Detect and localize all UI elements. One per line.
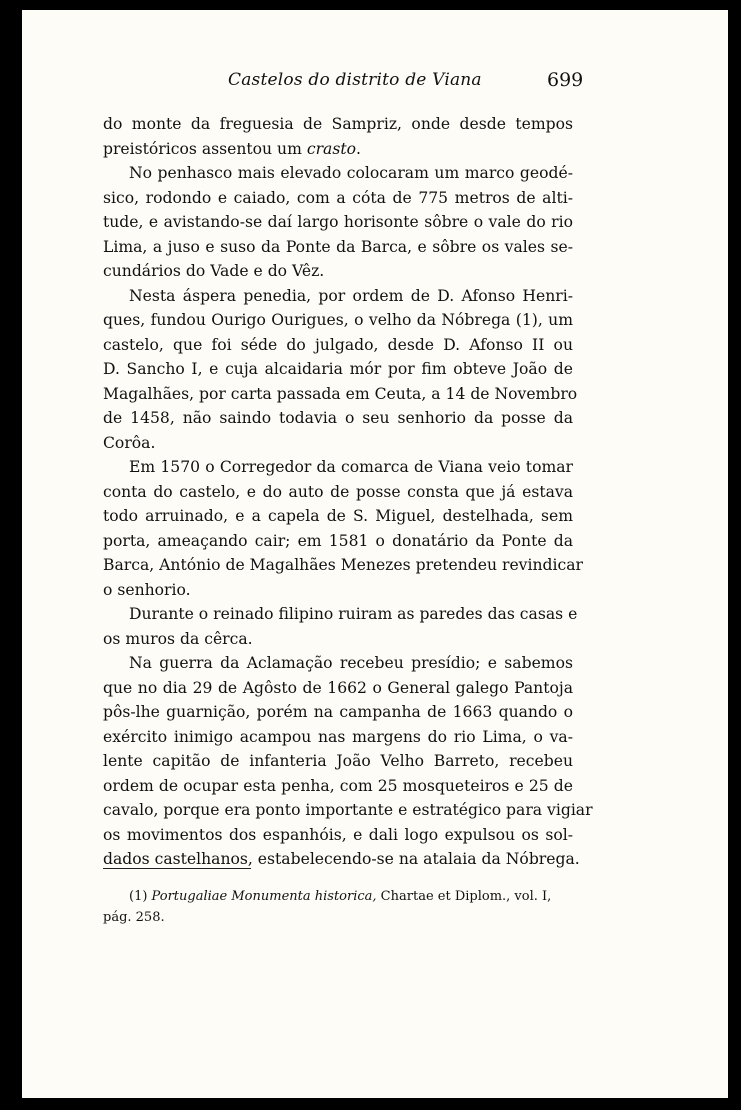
text-line (103, 137, 573, 162)
text-line: Barca, António de Magalhães Menezes pretendeu revindicar (103, 556, 583, 574)
text-line: que no dia 29 de Agôsto de 1662 o General galego Pantoja (103, 678, 573, 697)
running-head (0, 70, 741, 94)
text-line: todo arruinado, e a capela de S. Miguel, destelhada, sem (103, 507, 573, 525)
text-line: lente capitão de infanteria João Velho Barreto, recebeu (103, 752, 573, 770)
text-line: os movimentos dos espanhóis, e dali logo expulsou os sol- (103, 825, 573, 844)
footnote-reference: Chartae et Diplom., vol. I, (376, 889, 552, 904)
footnote-line: pág. 258. (103, 910, 165, 925)
page-number: 699 (547, 69, 584, 91)
text-line: Durante o reinado filipino ruiram as paredes das casas e (129, 605, 578, 623)
footnote-line (103, 886, 583, 907)
footnote-rule (103, 868, 251, 869)
paragraph-2 (103, 161, 573, 284)
paragraph-5 (103, 602, 578, 651)
text-line: tude, e avistando-se daí largo horisonte sôbre o vale do rio (103, 213, 573, 231)
text-line: exército inimigo acampou nas margens do rio Lima, o va- (103, 727, 573, 746)
italic-term: crasto (306, 139, 357, 158)
text-line: dados castelhanos, estabelecendo-se na atalaia da Nóbrega. (103, 850, 580, 868)
text-line: Magalhães, por carta passada em Ceuta, a 14 de Novembro (103, 384, 578, 403)
text-line: porta, ameaçando cair; em 1581 o donatário da Ponte da (103, 531, 573, 550)
text-line: do monte da freguesia de Sampriz, onde desde tempos (103, 115, 573, 133)
text-line: Corôa. (103, 433, 156, 452)
footnote (103, 886, 583, 928)
footnote-marker: (1) (129, 889, 152, 904)
text-line: Na guerra da Aclamação recebeu presídio; e sabemos (129, 654, 573, 672)
paragraph-1 (103, 112, 573, 161)
paragraph-6 (103, 651, 593, 872)
text-fragment: preistóricos assentou um (103, 139, 307, 158)
text-line: D. Sancho I, e cuja alcaidaria mór por fim obteve João de (103, 360, 573, 378)
paragraph-4 (103, 455, 583, 602)
running-title: Castelos do distrito de Viana (228, 70, 482, 90)
body-text (103, 112, 593, 872)
text-line: de 1458, não saindo todavia o seu senhorio da posse da (103, 409, 573, 427)
text-line: cundários do Vade e do Vêz. (103, 262, 325, 280)
text-line: cavalo, porque era ponto importante e estratégico para vigiar (103, 801, 593, 819)
text-line: Em 1570 o Corregedor da comarca de Viana veio tomar (129, 458, 573, 476)
text-line: No penhasco mais elevado colocaram um marco geodé- (129, 164, 573, 182)
text-line: ques, fundou Ourigo Ourigues, o velho da Nóbrega (1), um (103, 311, 573, 329)
text-line: pôs-lhe guarnição, porém na campanha de 1663 quando o (103, 703, 573, 721)
paragraph-3 (103, 284, 578, 456)
text-line: conta do castelo, e do auto de posse consta que já estava (103, 482, 573, 501)
text-fragment: . (356, 139, 361, 158)
text-line: castelo, que foi séde do julgado, desde D. Afonso II ou (103, 335, 573, 354)
footnote-title: Portugaliae Monumenta historica, (151, 889, 377, 904)
text-line: sico, rodondo e caiado, com a cóta de 775 metros de alti- (103, 188, 573, 207)
text-line: o senhorio. (103, 580, 191, 599)
text-line: os muros da cêrca. (103, 629, 253, 648)
text-line: Lima, a juso e suso da Ponte da Barca, e sôbre os vales se- (103, 237, 573, 256)
text-line: Nesta áspera penedia, por ordem de D. Afonso Henri- (129, 286, 573, 305)
text-line: ordem de ocupar esta penha, com 25 mosqueteiros e 25 de (103, 776, 573, 795)
